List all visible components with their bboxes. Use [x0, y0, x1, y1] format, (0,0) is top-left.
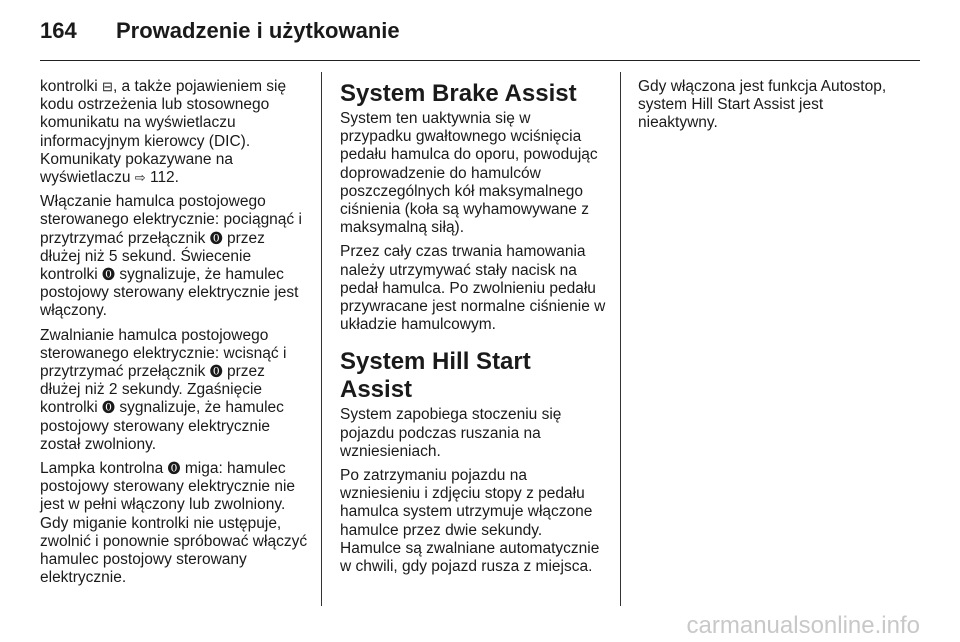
paragraph: Gdy włączona jest funkcja Autostop, system Hill Start Assist jest nieaktywny.	[638, 78, 887, 132]
page-reference-arrow-icon: ⇨	[134, 170, 146, 186]
column-divider	[321, 72, 322, 606]
paragraph: Włączanie hamulca postojowego sterowanego elektrycznie: pociągnąć i przytrzymać przełącznik ⓿ przez dłużej niż 5 sekund. Świecenie kontrolki ⓿ sygnalizuje, że hamulec postojowy sterowany elektrycznie jest włączony.	[40, 193, 302, 320]
page-number: 164	[40, 18, 77, 43]
section-heading-brake-assist: System Brake Assist	[340, 80, 577, 107]
page-header	[40, 18, 920, 58]
paragraph: kontrolki ⊟, a także pojawieniem się kodu ostrzeżenia lub stosownego komunikatu na wyświetlaczu informacyjnym kierowcy (DIC). Komunikaty pokazywane na wyświetlaczu ⇨ 112.	[40, 78, 287, 187]
header-divider	[40, 60, 920, 61]
parking-brake-icon: ⓿	[102, 400, 116, 416]
paragraph: Lampka kontrolna ⓿ miga: hamulec postojowy sterowany elektrycznie nie jest w pełni włączony lub zwolniony. Gdy miganie kontrolki nie ustępuje, zwolnić i ponownie spróbować włączyć hamulec postojowy sterowany elektrycznie.	[40, 460, 308, 587]
paragraph: Zwalnianie hamulca postojowego sterowanego elektrycznie: wcisnąć i przytrzymać przełącznik ⓿ przez dłużej niż 2 sekundy. Zgaśnięcie kontrolki ⓿ sygnalizuje, że hamulec postojowy sterowany elektrycznie został zwolniony.	[40, 326, 287, 453]
parking-brake-icon: ⓿	[209, 230, 223, 246]
column-left	[40, 78, 308, 593]
column-right	[638, 78, 900, 139]
brake-warning-icon: ⊟	[102, 79, 113, 94]
paragraph: Po zatrzymaniu pojazdu na wzniesieniu i zdjęciu stopy z pedału hamulca system utrzymuje włączone hamulce przez dwie sekundy. Hamulce są zwalniane automatycznie w chwili, gdy pojazd rusza z miejsca.	[340, 467, 600, 576]
column-divider	[620, 72, 621, 606]
parking-brake-icon: ⓿	[167, 461, 181, 477]
chapter-title: Prowadzenie i użytkowanie	[116, 18, 400, 43]
column-middle	[340, 78, 606, 582]
paragraph: Przez cały czas trwania hamowania należy utrzymywać stały nacisk na pedał hamulca. Po zwolnieniu pedału przywracane jest normalne ciśnienie w układzie hamulcowym.	[340, 243, 606, 334]
paragraph: System ten uaktywnia się w przypadku gwałtownego wciśnięcia pedału hamulca do oporu, powodując doprowadzenie do hamulców poszczególnych kół maksymalnego ciśnienia (koła są wyhamowywane z maksymalną siłą).	[340, 110, 598, 237]
page-reference-link[interactable]: 112.	[149, 169, 179, 187]
paragraph: System zapobiega stoczeniu się pojazdu podczas ruszania na wzniesieniach.	[340, 406, 562, 460]
parking-brake-icon: ⓿	[209, 364, 223, 380]
watermark: carmanualsonline.info	[686, 612, 920, 639]
parking-brake-icon: ⓿	[102, 267, 116, 283]
section-heading-hill-start-assist: System Hill Start Assist	[340, 348, 531, 404]
